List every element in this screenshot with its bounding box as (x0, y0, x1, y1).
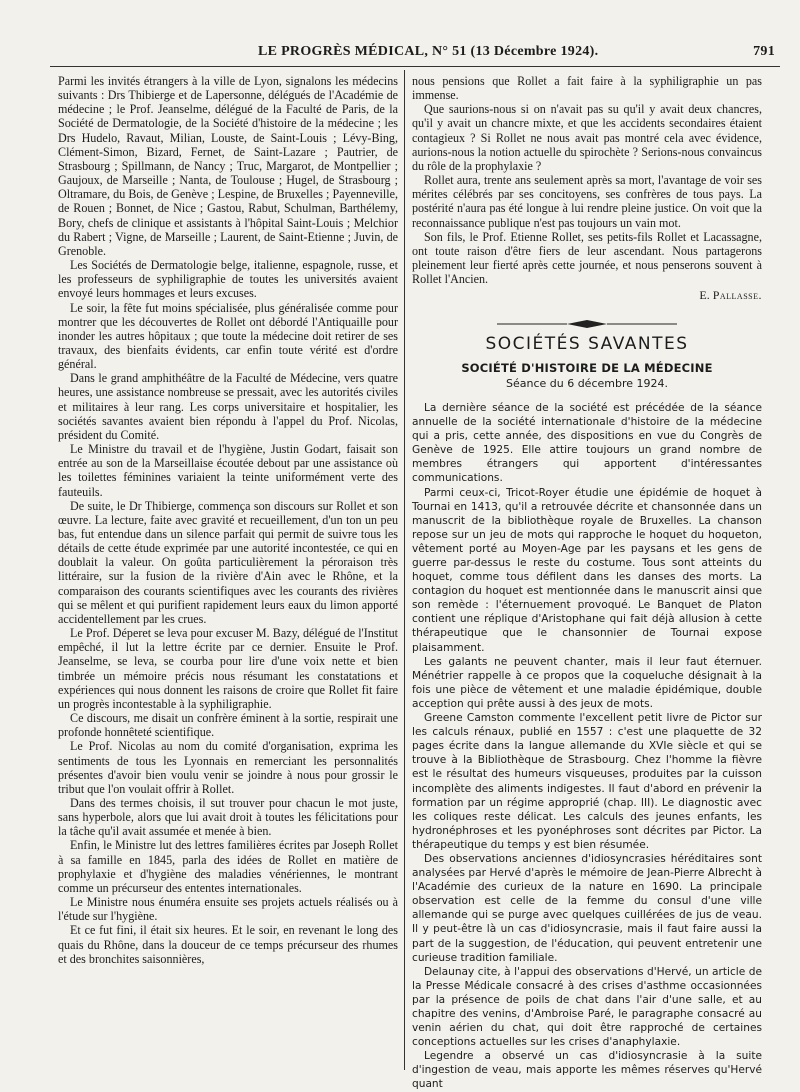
paragraph: Parmi ceux-ci, Tricot-Royer étudie une épidémie de hoquet à Tournai en 1413, qu'il a retrouvée décrite et chansonnée dans un manuscrit de la bibliothèque royale de Bruxelles. La chanson repose sur un jeu de mots qui rapproche le hoquet du hoqueton, vêtement porté au Moyen-Age par les paysans et les gens de guerre par-dessus le reste du costume. Tous sont atteints du hoquet, comme tous défilent dans les danses des morts. La contagion du hoquet est mentionnée dans le manuscrit ainsi que son remède : l'éternuement provoqué. Le Banquet de Platon contient une réplique d'Aristophane qui fait déjà allusion à cette thérapeutique que le chansonnier de Tournai expose plaisamment. (412, 486, 762, 654)
paragraph: Greene Camston commente l'excellent petit livre de Pictor sur les calculs rénaux, publié en 1557 : c'est une plaquette de 32 pages écrite dans la langue allemande du XVIe siècle et qui se trouve à la Bibliothèque de Strasbourg. Chez l'homme la fièvre est le résultat des humeurs visqueuses, produites par la cuisson incomplète des aliments indigestes. Il faut d'abord en prévenir la formation par un régime approprié (chap. III). Le diagnostic avec les coliques reste délicat. Les calculs des jeunes enfants, les hydronéphroses et les pyonéphroses sont décrites par Pictor. La thérapeutique du temps y est bien résumée. (412, 712, 762, 851)
session-date: Séance du 6 décembre 1924. (505, 376, 669, 390)
paragraph: Le Prof. Déperet se leva pour excuser M. Bazy, délégué de l'Institut empêché, il lut la lettre écrite par ce dernier. Ensuite le Prof. Jeanselme, se leva, se courba pour lire d'une voix nette et bien timbrée un mémoire précis nous résumant les constatations et expériences qui nous donnent les raisons de croire que Rollet fit faire un progrès incontestable à la syphiligraphie. (58, 626, 398, 711)
paragraph: Le Ministre du travail et de l'hygiène, Justin Godart, faisait son entrée au son de la Marseillaise écoutée debout par une assistance où les toilettes féminines variaient la teinte uniformément verte des fauteuils. (58, 442, 398, 499)
paragraph: Les Sociétés de Dermatologie belge, italienne, espagnole, russe, et les professeurs de syphiligraphie de toutes les universités avaient envoyé leurs hommages et leurs excuses. (58, 258, 398, 301)
header-rule (50, 66, 780, 67)
paragraph: Et ce fut fini, il était six heures. Et le soir, en revenant le long des quais du Rhône, dans la douceur de ce temps précurseur des rhumes et des bronchites saisonnières, (58, 923, 398, 966)
paragraph: Son fils, le Prof. Etienne Rollet, ses petits-fils Rollet et Lacassagne, ont toute raison d'être fiers de leur ascendant. Nous partagerons pleinement leur fierté après cette journée, et nous penserons souvent à Rollet l'Ancien. (412, 229, 762, 287)
paragraph: Le soir, la fête fut moins spécialisée, plus généralisée comme pour montrer que les découvertes de Rollet ont débordé l'Antiquaille pour inonder les autres hôpitaux ; que toute la médecine doit retirer de ses travaux, des bienfaits évidents, car enfin toute vérité est d'ordre général. (58, 300, 398, 372)
paragraph: Enfin, le Ministre lut des lettres familières écrites par Joseph Rollet à sa famille en 1845, parla des idées de Rollet en matière de prophylaxie et d'hygiène des maladies vénériennes, le montrant comme un précurseur des ententes internationales. (58, 838, 398, 895)
paragraph: Legendre a observé un cas d'idiosyncrasie à la suite d'ingestion de veau, mais apporte les mêmes réserves qu'Hervé quant (412, 1050, 762, 1091)
right-column (412, 74, 762, 1092)
ornament-divider (497, 317, 677, 331)
journal-title: LE PROGRÈS MÉDICAL, N° 51 (13 Décembre 1924). (258, 44, 599, 59)
paragraph: Le Prof. Nicolas au nom du comité d'organisation, exprima les sentiments de tous les Lyonnais en remerciant les personnalités présentes d'avoir bien voulu venir se joindre à nous pour grossir le tribut que l'on voulait offrir à Rollet. (58, 739, 398, 796)
signature-initial: E. (699, 288, 710, 303)
left-column (58, 74, 398, 966)
column-divider (404, 70, 405, 1070)
paragraph: nous pensions que Rollet a fait faire à la syphiligraphie un pas immense. (412, 74, 762, 103)
paragraph: Parmi les invités étrangers à la ville de Lyon, signalons les médecins suivants : Drs Thibierge et de Lapersonne, délégués de l'Académie de médecine ; le Prof. Jeanselme, délégué de la Faculté de Paris, de la Société de Dermatologie, de la Société d'histoire de la médecine ; les Drs Hudelo, Ravaut, Milian, Louste, de Saint-Louis ; Lévy-Bing, Clément-Simon, Bizard, Fernet, de Saint-Lazare ; Pautrier, de Strasbourg ; Spillmann, de Nancy ; Truc, Margarot, de Montpellier ; Gaujoux, de Marseille ; Nanta, de Toulouse ; Hugel, de Strasbourg ; Oltramare, du Bois, de Genève ; Lespine, de Bruxelles ; Payenneville, de Rouen ; Bonnet, de Nice ; Gastou, Rabut, Schulman, Barthélemy, Bory, chefs de clinique et assistants à l'hôpital Saint-Louis ; Melchior du Rabert ; Vigne, de Marseille ; Laurent, de Saint-Etienne ; Juvin, de Grenoble. (58, 74, 398, 258)
paragraph: Dans des termes choisis, il sut trouver pour chacun le mot juste, sans hyperbole, alors que lui avait droit à toutes les félicitations pour la tâche qu'il avait assumée et menée à bien. (58, 795, 398, 839)
paragraph: Rollet aura, trente ans seulement après sa mort, l'avantage de voir ses mérites célébrés par ses concitoyens, ses confrères de tous pays. La postérité n'aura pas été longue à lui rendre pleine justice. On voit que la reconnaissance publique n'est pas toujours un vain mot. (412, 173, 762, 230)
running-header (50, 44, 775, 64)
paragraph: Delaunay cite, à l'appui des observations d'Hervé, un article de la Presse Médicale consacré à des crises d'asthme occasionnées par la présence de poils de chat dans l'air d'une salle, et au chapitre des venins, d'Ambroise Paré, le paragraphe consacré au venin aérien du chat, qui doit être rapproché de certaines conceptions actuelles sur les crises d'anaphylaxie. (412, 965, 762, 1049)
paragraph: Dans le grand amphithéâtre de la Faculté de Médecine, vers quatre heures, une assistance nombreuse se pressait, avec les autorités civiles et militaires à leur rang. Les corps universitaire et hospitalier, les sociétés savantes avaient bien répondu à l'appel du Prof. Nicolas, président du Comité. (58, 371, 398, 442)
paragraph: Les galants ne peuvent chanter, mais il leur faut éternuer. Ménétrier rappelle à ce propos que la coqueluche désignait à la fois une pièce de vêtement et une maladie épidémique, double acception qui prête aussi à des jeux de mots. (412, 655, 762, 710)
paragraph: Ce discours, me disait un confrère éminent à la sortie, respirait une profonde honnêteté scientifique. (58, 711, 398, 740)
signature-name: Pallasse. (712, 288, 762, 303)
section-subtitle: SOCIÉTÉ D'HISTOIRE DE LA MÉDECINE (461, 360, 713, 375)
paragraph: De suite, le Dr Thibierge, commença son discours sur Rollet et son œuvre. La lecture, faite avec gravité et recueillement, d'un ton un peu bas, fut entendue dans un silence parfait qui permit de suivre tous les détails de cette étude exprimée par une autorité incontestée, ce qui en doublait la valeur. On goûta particulièrement la péroraison très littéraire, sur la fusion de la rivière d'Ain avec le Rhône, et la comparaison des courants scientifiques avec les courants des rivières qui se mêlent et qui purifient rapidement leurs eaux du limon apporté accidentellement par les crues. (58, 498, 398, 626)
page-number: 791 (753, 44, 775, 59)
paragraph: Des observations anciennes d'idiosyncrasies héréditaires sont analysées par Hervé d'après le mémoire de Jean-Pierre Albrecht à l'Académie des curieux de la nature en 1690. La principale observation est celle de la femme du consul d'une ville allemande qui se purge avec quelques cuillérées de jus de veau. Il y peut-être là un cas d'idiosyncrasie, mais il faut faire aussi la part de la suggestion, de l'éducation, qui peuvent entretenir une curieuse tradition familiale. (412, 852, 762, 964)
paragraph: Que saurions-nous si on n'avait pas su qu'il y avait deux chancres, qu'il y avait un chancre mixte, et que les accidents secondaires étaient contagieux ? Si Rollet ne nous avait pas montré cela avec évidence, aurions-nous la notion actuelle du spirochète ? Serions-nous convaincus du rôle de la prophylaxie ? (412, 102, 762, 173)
paragraph: Le Ministre nous énuméra ensuite ses projets actuels réalisés ou à l'étude sur l'hygiène. (58, 895, 398, 924)
author-signature (412, 288, 762, 302)
paragraph: La dernière séance de la société est précédée de la séance annuelle de la société internationale d'histoire de la médecine qui a pris, cette année, des dispositions en vue du Congrès de Genève de 1925. Elle attire toujours un grand nombre de membres étrangers qui apportent d'intéressantes communications. (412, 401, 762, 485)
section-title: SOCIÉTÉS SAVANTES (485, 333, 689, 354)
